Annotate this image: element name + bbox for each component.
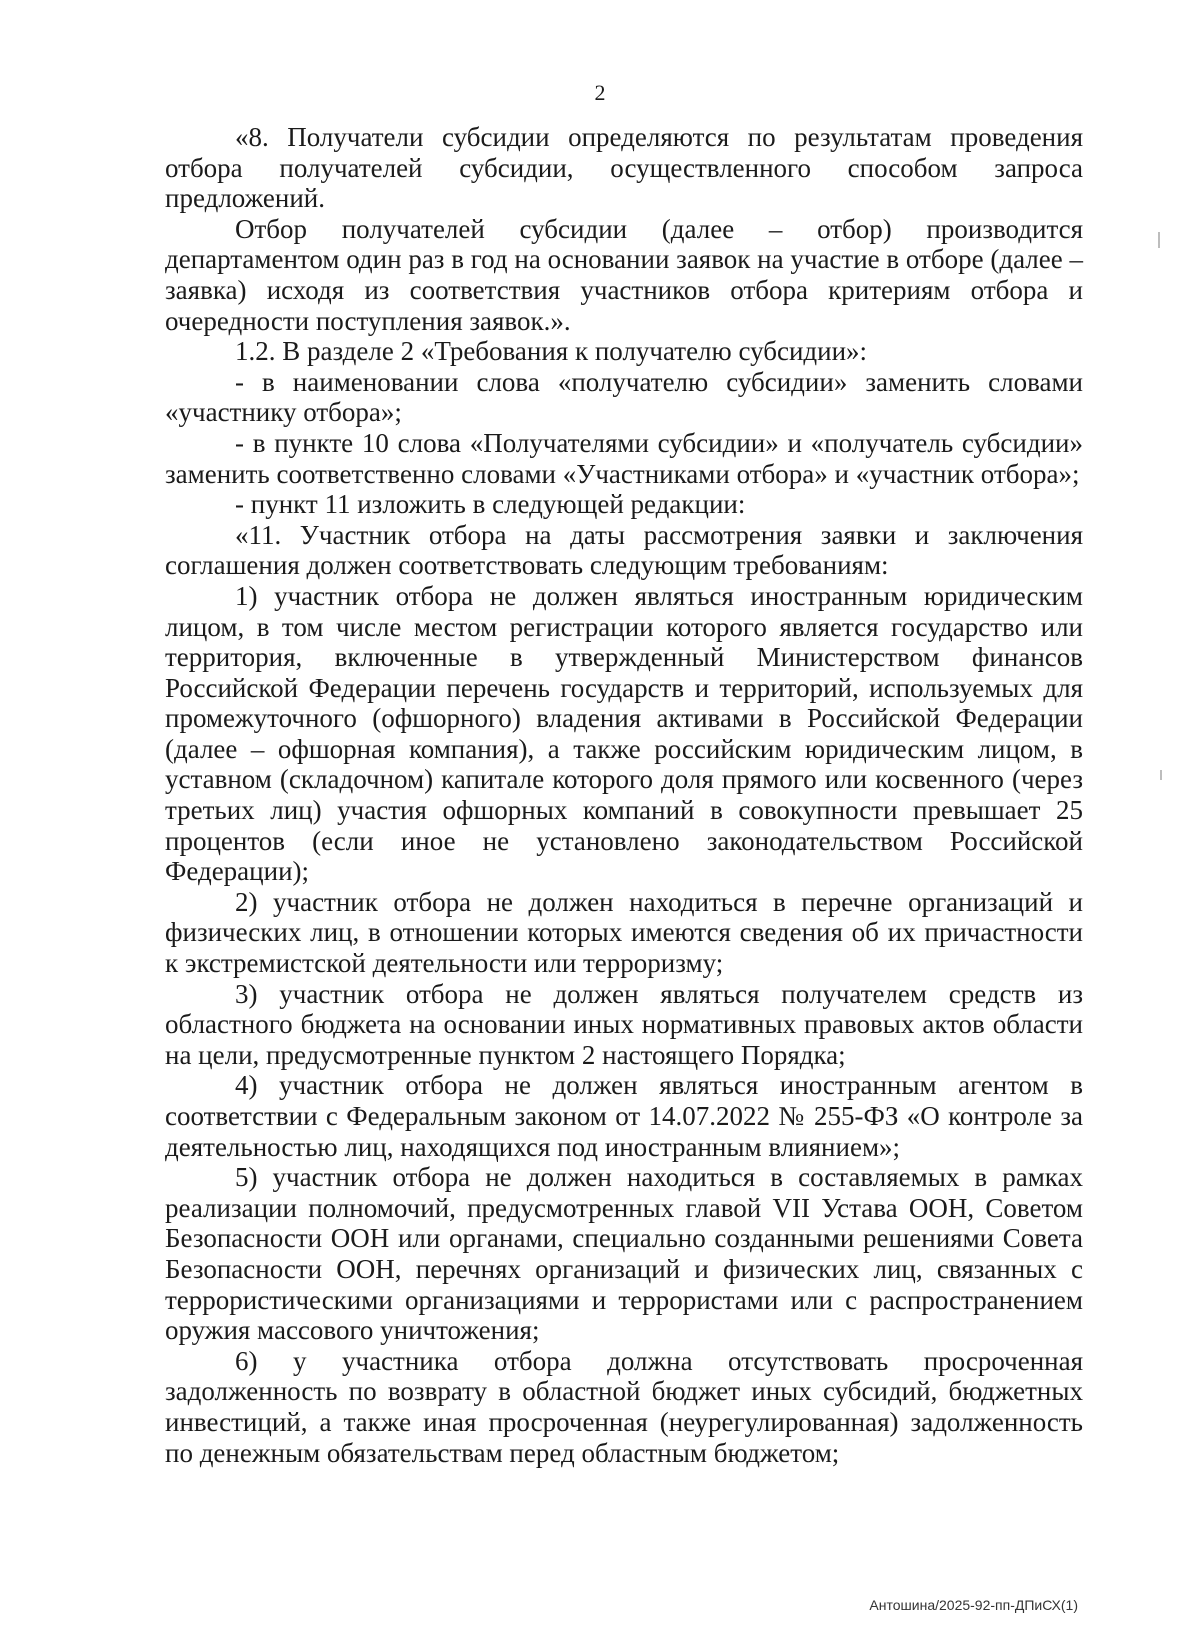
paragraph: - пункт 11 изложить в следующей редакции:	[235, 489, 746, 520]
paragraph: 6) у участника отбора должна отсутствовать просроченная задолженность по возврату в областной бюджет иных субсидий, бюджетных инвестиций, а также иная просроченная (неурегулированная) задолженность по денежным обязательствам перед областным бюджетом;	[165, 1345, 1083, 1468]
paragraph: «11. Участник отбора на даты рассмотрения заявки и заключения соглашения должен соответствовать следующим требованиям:	[165, 519, 1083, 581]
paragraph: Отбор получателей субсидии (далее – отбор) производится департаментом один раз в год на основании заявок на участие в отборе (далее – заявка) исходя из соответствия участников отбора критериям отбора и очередности поступления заявок.».	[165, 213, 1083, 336]
paragraph: 3) участник отбора не должен являться получателем средств из областного бюджета на основании иных нормативных правовых актов области на цели, предусмотренные пунктом 2 настоящего Порядка;	[165, 978, 1083, 1070]
paragraph: 4) участник отбора не должен являться иностранным агентом в соответствии с Федеральным законом от 14.07.2022 № 255-ФЗ «О контроле за деятельностью лиц, находящихся под иностранным влиянием»;	[165, 1070, 1083, 1162]
paragraph: - в пункте 10 слова «Получателями субсидии» и «получатель субсидии» заменить соответственно словами «Участниками отбора» и «участник отбора»;	[165, 427, 1083, 489]
paragraph: «8. Получатели субсидии определяются по результатам проведения отбора получателей субсидии, осуществленного способом запроса предложений.	[165, 122, 1083, 214]
scan-artifact	[1160, 770, 1162, 780]
scan-artifact	[1158, 232, 1160, 248]
paragraph: 1.2. В разделе 2 «Требования к получателю субсидии»:	[235, 336, 868, 367]
document-body	[165, 122, 1083, 1468]
document-footer-code: Антошина/2025-92-пп-ДПиСХ(1)	[869, 1597, 1078, 1613]
page-number: 2	[594, 80, 606, 105]
paragraph: - в наименовании слова «получателю субсидии» заменить словами «участнику отбора»;	[165, 366, 1083, 428]
paragraph: 1) участник отбора не должен являться иностранным юридическим лицом, в том числе местом регистрации которого является государство или территория, включенные в утвержденный Министерством финансов Российской Федерации перечень государств и территорий, используемых для промежуточного (офшорного) владения активами в Российской Федерации (далее – офшорная компания), а также российским юридическим лицом, в уставном (складочном) капитале которого доля прямого или косвенного (через третьих лиц) участия офшорных компаний в совокупности превышает 25 процентов (если иное не установлено законодательством Российской Федерации);	[165, 580, 1083, 887]
paragraph: 5) участник отбора не должен находиться в составляемых в рамках реализации полномочий, предусмотренных главой VII Устава ООН, Советом Безопасности ООН или органами, специально созданными решениями Совета Безопасности ООН, перечнях организаций и физических лиц, связанных с террористическими организациями и террористами или с распространением оружия массового уничтожения;	[165, 1162, 1083, 1346]
paragraph: 2) участник отбора не должен находиться в перечне организаций и физических лиц, в отношении которых имеются сведения об их причастности к экстремистской деятельности или терроризму;	[165, 886, 1083, 979]
